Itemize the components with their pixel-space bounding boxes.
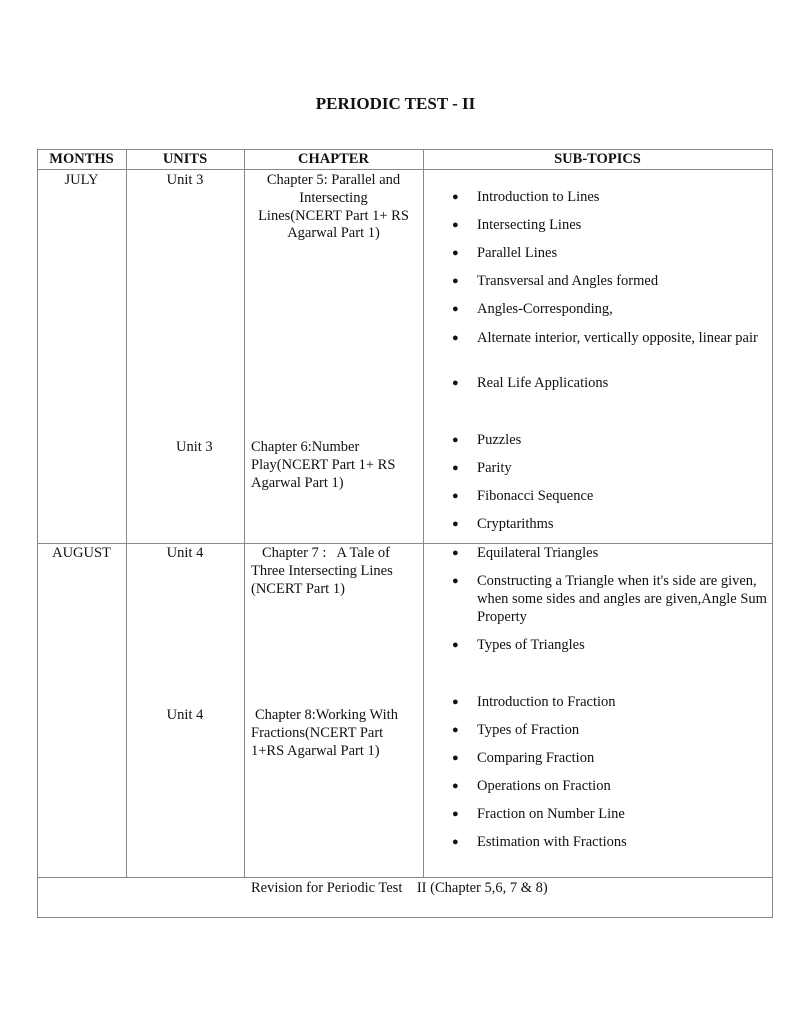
subtopic-item: ● Estimation with Fractions — [452, 833, 767, 851]
chapter-line: Intersecting — [299, 190, 368, 206]
chapter-line: Lines(NCERT Part 1+ RS — [258, 208, 409, 224]
chapter-line: 1+RS Agarwal Part 1) — [251, 743, 380, 759]
column-divider — [423, 149, 424, 877]
subtopic-item: ● Angles-Corresponding, — [452, 300, 767, 318]
subtopic-item: ● Cryptarithms — [452, 515, 767, 533]
revision-note: Revision for Periodic Test II (Chapter 5,6, 7 & 8) — [251, 880, 548, 896]
chapter-line: Chapter 6:Number — [251, 439, 360, 455]
chapter-line: Agarwal Part 1) — [251, 475, 344, 491]
header-months: MONTHS — [49, 151, 114, 167]
subtopic-item: ● Parity — [452, 459, 767, 477]
unit-cell: Unit 4 — [166, 545, 204, 561]
chapter-line: Play(NCERT Part 1+ RS — [251, 457, 396, 473]
chapter-line: Fractions(NCERT Part — [251, 725, 384, 741]
table-border-right — [772, 149, 773, 918]
header-chapter: CHAPTER — [298, 151, 369, 167]
chapter-line: (NCERT Part 1) — [251, 581, 345, 597]
chapter-line: Chapter 7 : A Tale of — [262, 545, 390, 561]
chapter-line: Chapter 5: Parallel and — [266, 172, 401, 188]
page-title: PERIODIC TEST - II — [315, 94, 476, 113]
column-divider — [126, 149, 127, 877]
subtopic-item: ● Puzzles — [452, 431, 767, 449]
chapter-line: Agarwal Part 1) — [287, 225, 380, 241]
subtopic-item: ● Real Life Applications — [452, 374, 767, 392]
subtopic-item: ● Operations on Fraction — [452, 777, 767, 795]
subtopic-item: ● Constructing a Triangle when it's side are given, when some sides and angles are given,Angle Sum Property — [452, 572, 767, 626]
table-border-left — [37, 149, 38, 918]
subtopic-item: ● Parallel Lines — [452, 244, 767, 262]
subtopic-item: ● Intersecting Lines — [452, 216, 767, 234]
subtopic-item: ● Equilateral Triangles — [452, 544, 767, 562]
unit-cell: Unit 3 — [166, 172, 204, 188]
subtopic-item: ● Transversal and Angles formed — [452, 272, 767, 290]
subtopic-item: ● Introduction to Fraction — [452, 693, 767, 711]
header-divider — [37, 169, 773, 170]
column-divider — [244, 149, 245, 877]
unit-cell: Unit 4 — [166, 707, 204, 723]
header-subtopics: SUB-TOPICS — [554, 151, 641, 167]
subtopic-item: ● Fibonacci Sequence — [452, 487, 767, 505]
month-cell: JULY — [64, 172, 99, 188]
unit-cell: Unit 3 — [176, 439, 213, 455]
subtopic-item: ● Types of Triangles — [452, 636, 767, 654]
chapter-line: Three Intersecting Lines — [251, 563, 393, 579]
subtopic-item: ● Introduction to Lines — [452, 188, 767, 206]
subtopic-item: ● Fraction on Number Line — [452, 805, 767, 823]
chapter-line: Chapter 8:Working With — [255, 707, 398, 723]
month-cell: AUGUST — [52, 545, 111, 561]
table-border-bottom — [37, 917, 773, 918]
subtopic-item: ● Types of Fraction — [452, 721, 767, 739]
row-divider — [37, 877, 773, 878]
subtopic-item: ● Comparing Fraction — [452, 749, 767, 767]
header-units: UNITS — [162, 151, 208, 167]
subtopic-item: ● Alternate interior, vertically opposite, linear pair — [452, 329, 767, 347]
